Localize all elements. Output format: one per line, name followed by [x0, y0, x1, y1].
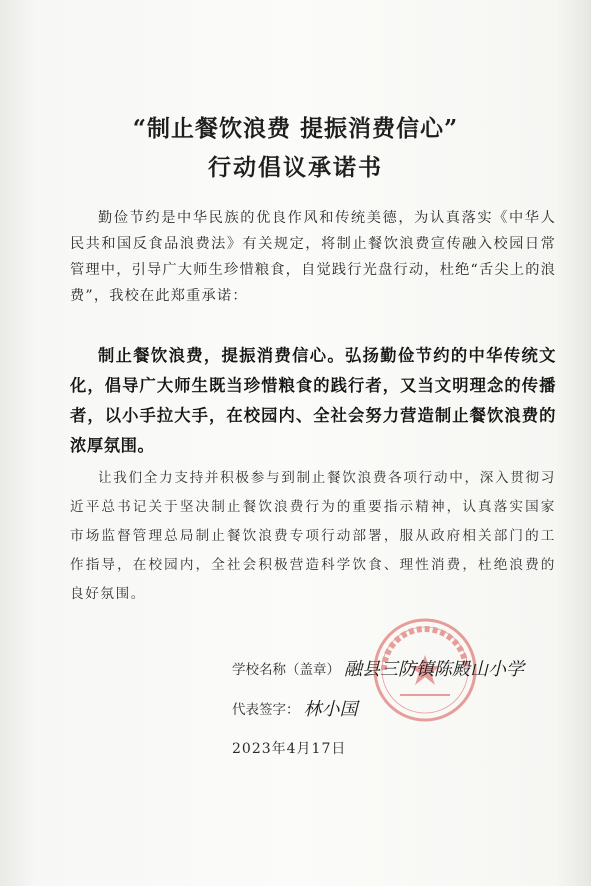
school-name-label: 学校名称（盖章） [232, 662, 340, 678]
document-date: 2023年4月17日 [232, 741, 347, 757]
representative-label: 代表签字： [232, 702, 300, 718]
school-name-handwritten: 融县三防镇陈殿山小学 [344, 659, 524, 680]
document-subtitle: 行动倡议承诺书 [208, 154, 383, 181]
paragraph-pledge: 制止餐饮浪费，提振消费信心。弘扬勤俭节约的中华传统文化，倡导广大师生既当珍惜粮食的践行者，又当文明理念的传播者，以小手拉大手，在校园内、全社会努力营造制止餐饮浪费的浓厚氛围。 [70, 346, 556, 455]
title-block [0, 110, 591, 182]
document-title: “制止餐饮浪费 提振消费信心” [132, 115, 459, 142]
paragraph-action: 让我们全力支持并积极参与到制止餐饮浪费各项行动中，深入贯彻习近平总书记关于坚决制止餐饮浪费行为的重要指示精神，认真落实国家市场监督管理总局制止餐饮浪费专项行动部署，服从政府相关部门的工作指导，在校园内，全社会积极营造科学饮食、理性消费，杜绝浪费的良好氛围。 [70, 470, 556, 602]
representative-signature: 林小国 [303, 699, 358, 720]
school-row [232, 648, 572, 688]
signature-block [232, 648, 572, 768]
date-row [232, 728, 572, 768]
paragraph-intro: 勤俭节约是中华民族的优良作风和传统美德，为认真落实《中华人民共和国反食品浪费法》有关规定，将制止餐饮浪费宣传融入校园日常管理中，引导广大师生珍惜粮食，自觉践行光盘行动，杜绝“舌尖上的浪费”，我校在此郑重承诺： [70, 210, 556, 304]
representative-row [232, 688, 572, 728]
